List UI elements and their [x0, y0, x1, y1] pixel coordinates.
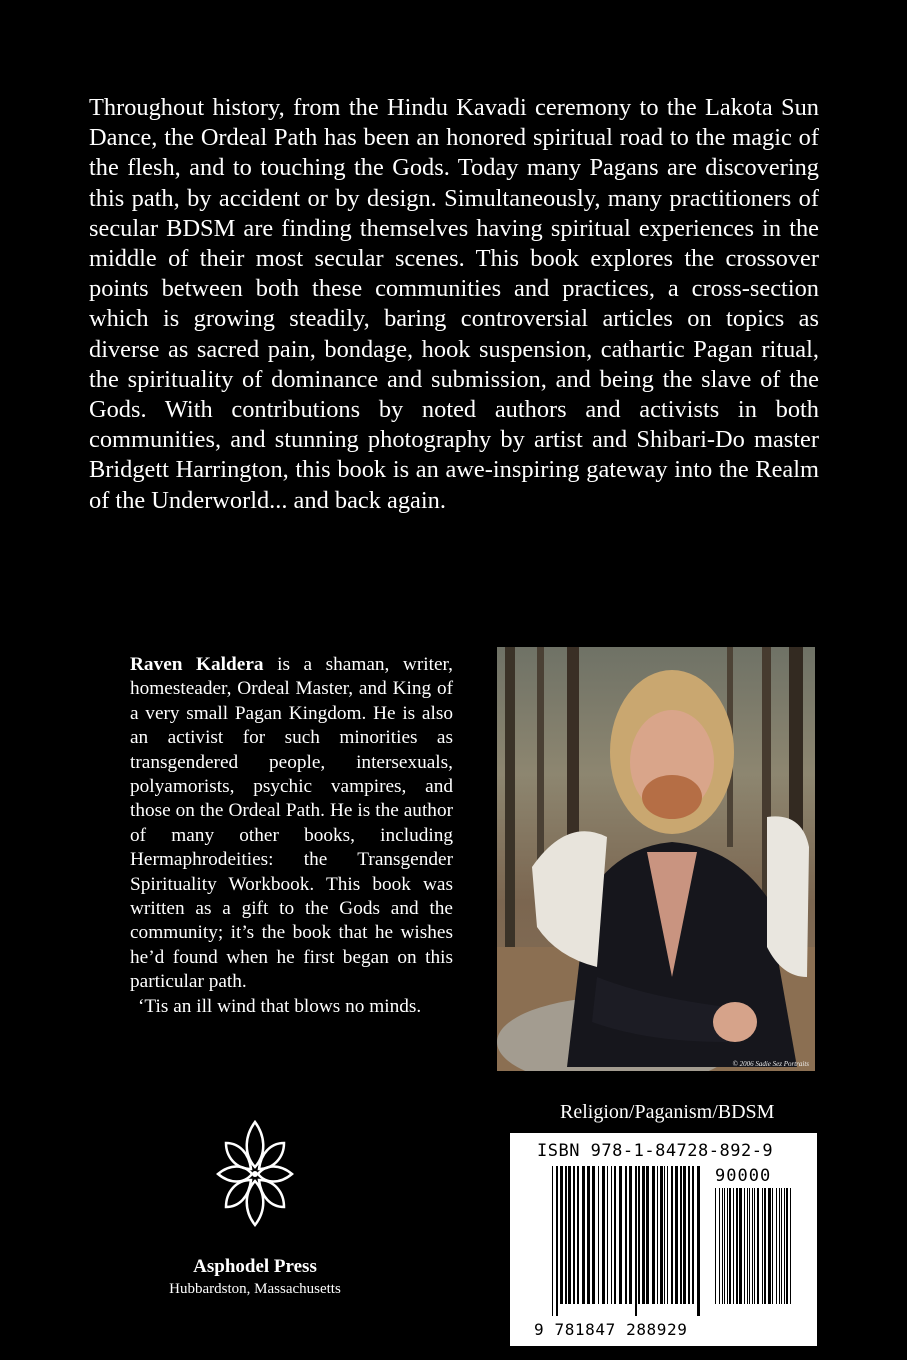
price-code: 90000: [715, 1166, 772, 1186]
ean-barcode: [552, 1166, 702, 1316]
ean-digits: 9 781847 288929: [534, 1320, 688, 1339]
author-name: Raven Kaldera: [130, 654, 264, 675]
author-motto: ‘Tis an ill wind that blows no minds.: [138, 995, 422, 1017]
category-label: Religion/Paganism/BDSM: [560, 1101, 775, 1123]
author-bio-text: is a shaman, writer, homesteader, Ordeal Master, and King of a very small Pagan Kingdom. He is also an activist for such minorities as transgendered people, intersexuals, polyamorists, psychic vampires, and those on the Ordeal Path. He is the author of many other books, including Hermaphrodeities: the Transgender Spirituality Workbook. This book was written as a gift to the Gods and the community; it’s the book that he wishes he’d found when he first began on this particular path.: [130, 654, 453, 993]
barcode-block: [510, 1133, 817, 1346]
author-photo-illustration: [497, 647, 815, 1071]
author-bio: [130, 653, 453, 1019]
photo-credit: © 2006 Sadie Sez Portraits: [732, 1060, 809, 1068]
author-photo: [497, 647, 815, 1071]
back-cover-blurb: Throughout history, from the Hindu Kavadi ceremony to the Lakota Sun Dance, the Ordeal Path has been an honored spiritual road to the magic of the flesh, and to touching the Gods. Today many Pagans are discovering this path, by accident or by design. Simultaneously, many practitioners of secular BDSM are finding themselves having spiritual experiences in the middle of their most secular scenes. This book explores the crossover points between both these communities and practices, a cross-section which is growing steadily, baring controversial articles on topics as diverse as sacred pain, bondage, hook suspension, cathartic Pagan ritual, the spirituality of dominance and submission, and being the slave of the Gods. With contributions by noted authors and activists in both communities, and stunning photography by artist and Shibari-Do master Bridgett Harrington, this book is an awe-inspiring gateway into the Realm of the Underworld... and back again.: [89, 94, 819, 514]
asphodel-flower-icon: [214, 1117, 296, 1235]
publisher-name: Asphodel Press: [193, 1256, 317, 1277]
isbn-text: ISBN 978-1-84728-892-9: [537, 1141, 774, 1161]
publisher-location: Hubbardston, Massachusetts: [169, 1281, 341, 1297]
addon-barcode: [715, 1188, 793, 1316]
